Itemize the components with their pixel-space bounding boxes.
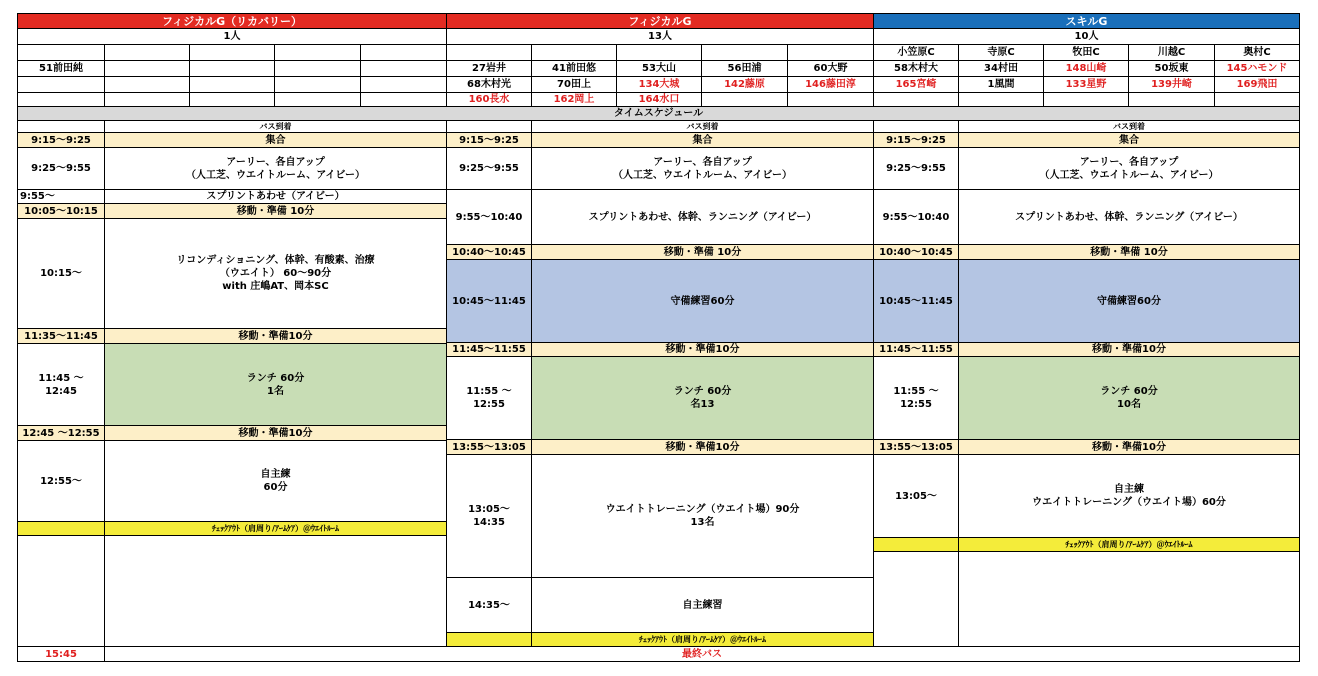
time-cell [874,538,959,552]
time-cell: 10:05～10:15 [18,204,105,219]
activity-checkout: ﾁｪｯｸｱｳﾄ（肩周り/ｱｰﾑｹｱ）＠ｳｴｲﾄﾙｰﾑ [105,522,447,536]
player-name: 70田上 [532,77,617,93]
time-cell: 13:55～13:05 [874,440,959,455]
activity-assembly: 集合 [959,133,1300,148]
player-name: 1風間 [959,77,1044,93]
player-name: 50坂東 [1129,61,1215,77]
player-name: 68木村光 [447,77,532,93]
roster-cell [361,61,447,77]
roster-cell [532,45,617,61]
player-name: 164水口 [617,93,702,107]
activity-move: 移動・準備10分 [959,343,1300,357]
time-cell [447,633,532,647]
roster-cell [18,45,105,61]
activity-move: 移動・準備 10分 [959,245,1300,260]
activity-weight-training: 自主練 ウエイトトレーニング（ウエイト場）60分 [959,455,1300,538]
roster-cell [617,45,702,61]
group-count-2: 13人 [447,29,874,45]
time-cell: 10:45～11:45 [447,260,532,343]
roster-cell [788,45,874,61]
activity-move: 移動・準備 10分 [105,204,447,219]
roster-cell [702,93,788,107]
activity-move: 移動・準備10分 [959,440,1300,455]
roster-cell [361,77,447,93]
player-name: 139井崎 [1129,77,1215,93]
player-name: 134大城 [617,77,702,93]
time-cell: 9:25～9:55 [447,148,532,190]
activity-assembly: 集合 [105,133,447,148]
roster-cell [105,77,190,93]
time-cell [447,121,532,133]
roster-cell [1215,93,1300,107]
roster-cell [190,45,275,61]
activity-defense-practice: 守備練習60分 [959,260,1300,343]
coach-name: 奥村C [1215,45,1300,61]
time-cell: 13:55～13:05 [447,440,532,455]
activity-checkout: ﾁｪｯｸｱｳﾄ（肩周り/ｱｰﾑｹｱ）＠ｳｴｲﾄﾙｰﾑ [532,633,874,647]
group-count-3: 10人 [874,29,1300,45]
group-count-1: 1人 [18,29,447,45]
activity-assembly: 集合 [532,133,874,148]
roster-cell [190,61,275,77]
activity-self-training: 自主練 60分 [105,441,447,522]
player-name: 169飛田 [1215,77,1300,93]
roster-cell [1044,93,1129,107]
activity-weight-training: ウエイトトレーニング（ウエイト場）90分 13名 [532,455,874,578]
time-cell: 9:15～9:25 [18,133,105,148]
time-cell: 11:55 ～ 12:55 [874,357,959,440]
time-cell: 13:05～ [874,455,959,538]
activity-self-training: 自主練習 [532,578,874,633]
time-cell: 11:55 ～ 12:55 [447,357,532,440]
roster-cell [788,93,874,107]
time-cell: 11:45～11:55 [874,343,959,357]
time-cell: 10:40～10:45 [447,245,532,260]
player-name: 145ハモンド [1215,61,1300,77]
player-name: 165宮崎 [874,77,959,93]
player-name: 53大山 [617,61,702,77]
player-name: 58木村大 [874,61,959,77]
group-header-physical: フィジカルG [447,14,874,29]
bus-arrival: バス到着 [532,121,874,133]
activity-checkout: ﾁｪｯｸｱｳﾄ（肩周り/ｱｰﾑｹｱ）＠ｳｴｲﾄﾙｰﾑ [959,538,1300,552]
time-cell: 9:25～9:55 [18,148,105,190]
activity-lunch: ランチ 60分 1名 [105,344,447,426]
bus-arrival: バス到着 [959,121,1300,133]
coach-name: 小笠原C [874,45,959,61]
time-cell: 14:35～ [447,578,532,633]
player-name: 60大野 [788,61,874,77]
time-cell [18,522,105,536]
coach-name: 牧田C [1044,45,1129,61]
final-bus-time: 15:45 [18,647,105,662]
time-cell: 9:55～10:40 [447,190,532,245]
roster-cell [18,77,105,93]
activity-warmup: アーリー、各自アップ （人工芝、ウエイトルーム、アイビー） [105,148,447,190]
player-name: 34村田 [959,61,1044,77]
roster-cell [959,93,1044,107]
time-cell: 12:55～ [18,441,105,522]
activity-sprint: スプリントあわせ、体幹、ランニング（アイビー） [532,190,874,245]
activity-defense-practice: 守備練習60分 [532,260,874,343]
time-cell: 9:25～9:55 [874,148,959,190]
empty-cell [105,536,447,647]
player-name: 146藤田淳 [788,77,874,93]
activity-reconditioning: リコンディショニング、体幹、有酸素、治療 （ウエイト） 60～90分 with 庄嶋AT、岡本SC [105,219,447,329]
roster-cell [275,45,361,61]
roster-cell [361,93,447,107]
roster-cell [190,93,275,107]
schedule-table [17,13,1300,662]
coach-name: 川越C [1129,45,1215,61]
bus-arrival: バス到着 [105,121,447,133]
player-name: 162岡上 [532,93,617,107]
player-name: 51前田純 [18,61,105,77]
time-cell: 11:35～11:45 [18,329,105,344]
activity-sprint: スプリントあわせ（アイビー） [105,190,447,204]
time-cell [18,536,105,647]
player-name: 27岩井 [447,61,532,77]
player-name: 133星野 [1044,77,1129,93]
roster-cell [275,61,361,77]
time-cell: 9:55～ [18,190,105,204]
player-name: 41前田悠 [532,61,617,77]
time-cell: 9:15～9:25 [447,133,532,148]
group-header-physical-recovery: フィジカルG（リカバリー） [18,14,447,29]
roster-cell [18,93,105,107]
roster-cell [190,77,275,93]
final-bus-label: 最終バス [105,647,1300,662]
time-cell [874,121,959,133]
time-cell: 12:45 ～12:55 [18,426,105,441]
time-cell: 11:45 ～ 12:45 [18,344,105,426]
activity-move: 移動・準備10分 [105,426,447,441]
player-name: 148山崎 [1044,61,1129,77]
schedule-title: タイムスケジュール [18,107,1300,121]
group-header-skill: スキルG [874,14,1300,29]
roster-cell [1129,93,1215,107]
time-cell: 11:45～11:55 [447,343,532,357]
activity-warmup: アーリー、各自アップ （人工芝、ウエイトルーム、アイビー） [959,148,1300,190]
player-name: 56田浦 [702,61,788,77]
activity-move: 移動・準備10分 [532,343,874,357]
time-cell [18,121,105,133]
roster-cell [105,61,190,77]
empty-cell [959,552,1300,647]
coach-name: 寺原C [959,45,1044,61]
roster-cell [447,45,532,61]
activity-lunch: ランチ 60分 10名 [959,357,1300,440]
player-name: 142藤原 [702,77,788,93]
activity-lunch: ランチ 60分 名13 [532,357,874,440]
time-cell: 10:40～10:45 [874,245,959,260]
time-cell: 10:15～ [18,219,105,329]
roster-cell [361,45,447,61]
time-cell: 9:55～10:40 [874,190,959,245]
player-name: 160長水 [447,93,532,107]
roster-cell [105,45,190,61]
time-cell: 9:15～9:25 [874,133,959,148]
activity-sprint: スプリントあわせ、体幹、ランニング（アイビー） [959,190,1300,245]
activity-move: 移動・準備 10分 [532,245,874,260]
roster-cell [275,77,361,93]
roster-cell [702,45,788,61]
time-cell: 10:45～11:45 [874,260,959,343]
time-cell [874,552,959,647]
roster-cell [874,93,959,107]
activity-warmup: アーリー、各自アップ （人工芝、ウエイトルーム、アイビー） [532,148,874,190]
roster-cell [105,93,190,107]
time-cell: 13:05～ 14:35 [447,455,532,578]
roster-cell [275,93,361,107]
activity-move: 移動・準備10分 [532,440,874,455]
activity-move: 移動・準備10分 [105,329,447,344]
